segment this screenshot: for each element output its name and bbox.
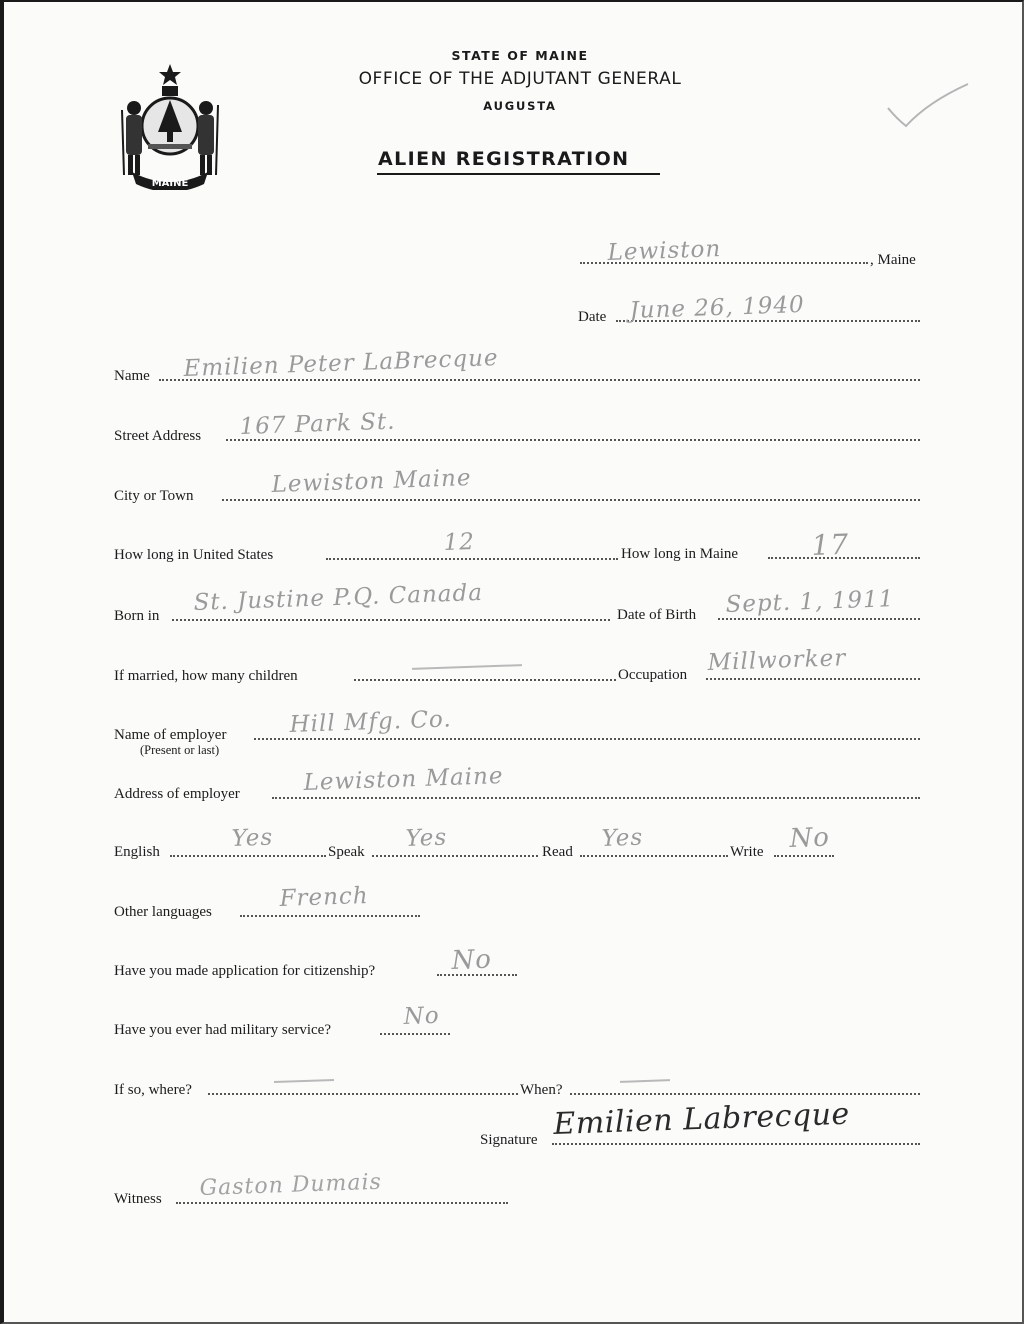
married-blank-dash [412,664,522,670]
born-in-line [172,619,610,621]
how-long-maine-value: 17 [810,527,850,562]
when-blank-dash [620,1079,670,1083]
citizenship-value: No [451,944,493,976]
svg-text:MAINE: MAINE [151,178,189,189]
employer-address-line [272,797,920,799]
read-label: Read [542,844,573,860]
header-office: OFFICE OF THE ADJUTANT GENERAL [358,69,682,89]
occupation-line [706,678,920,680]
place-suffix-label: , Maine [870,252,916,268]
street-line [226,439,920,441]
if-so-where-label: If so, where? [114,1082,192,1098]
occupation-label: Occupation [618,667,688,683]
header-state: STATE OF MAINE [451,48,589,63]
read-line [580,855,728,857]
born-in-label: Born in [114,608,160,624]
if-so-where-blank-dash [274,1079,334,1083]
signature-line [552,1143,920,1145]
city-label: City or Town [114,488,194,504]
how-long-us-line [326,558,618,560]
date-of-birth-label: Date of Birth [617,607,697,623]
speak-line [372,855,538,857]
date-label: Date [578,309,607,325]
street-label: Street Address [114,428,202,444]
witness-label: Witness [114,1191,162,1207]
date-of-birth-line [718,618,920,620]
title-underline [377,173,660,175]
date-value: June 26, 1940 [629,291,806,324]
employer-note: (Present or last) [140,743,220,757]
signature-value: Emilien Labrecque [552,1096,851,1142]
how-long-us-label: How long in United States [114,547,274,563]
employer-label: Name of employer [114,727,227,743]
married-line [354,679,616,681]
english-value: Yes [231,824,274,852]
write-line [774,855,834,857]
how-long-us-value: 12 [443,528,476,556]
speak-label: Speak [328,844,365,860]
born-in-value: St. Justine P.Q. Canada [193,579,484,616]
english-label: English [114,844,160,860]
citizenship-label: Have you made application for citizenship? [114,963,376,979]
english-line [170,855,326,857]
city-line [222,499,920,501]
if-so-where-line [208,1093,518,1095]
name-line [159,379,920,381]
signature-label: Signature [480,1132,538,1148]
other-languages-label: Other languages [114,904,212,920]
witness-value: Gaston Dumais [199,1169,383,1201]
form-title: ALIEN REGISTRATION [378,148,630,170]
employer-address-value: Lewiston Maine [303,763,504,796]
street-value: 167 Park St. [239,408,396,440]
header-city: AUGUSTA [483,99,557,113]
write-value: No [789,822,831,854]
other-languages-value: French [279,882,370,912]
employer-line [254,738,920,740]
city-value: Lewiston Maine [271,465,472,498]
write-label: Write [730,844,764,860]
name-label: Name [114,368,150,384]
military-label: Have you ever had military service? [114,1022,331,1038]
military-value: No [403,1002,440,1030]
read-value: Yes [601,824,644,852]
date-of-birth-value: Sept. 1, 1911 [725,586,895,618]
name-value: Emilien Peter LaBrecque [183,345,499,382]
place-value: Lewiston [607,236,722,266]
when-label: When? [520,1082,563,1098]
witness-line [176,1202,508,1204]
when-line [570,1093,920,1095]
how-long-maine-label: How long in Maine [621,546,739,562]
military-line [380,1033,450,1035]
employer-address-label: Address of employer [114,786,240,802]
speak-value: Yes [405,824,448,852]
employer-value: Hill Mfg. Co. [289,706,453,738]
married-label: If married, how many children [114,668,298,684]
other-languages-line [240,915,420,917]
occupation-value: Millworker [707,645,847,676]
